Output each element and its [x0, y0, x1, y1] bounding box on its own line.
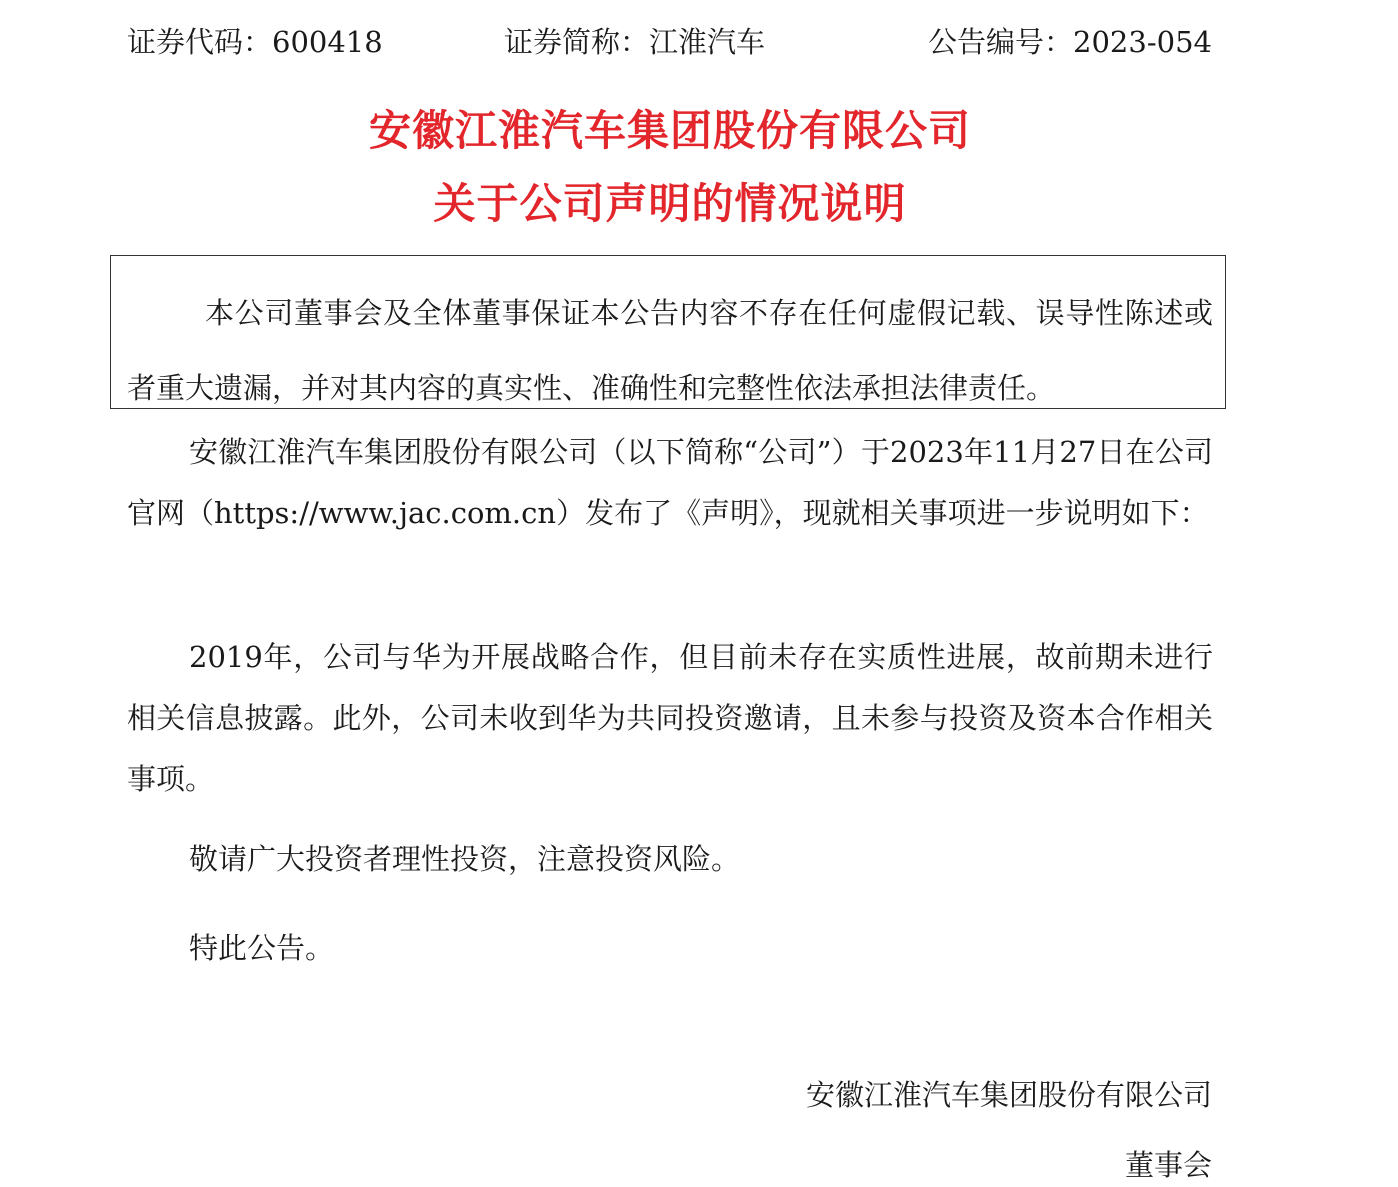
board-guarantee-box	[110, 255, 1226, 409]
stock-abbreviation: 证券简称：江淮汽车	[504, 25, 766, 59]
notice-number: 公告编号：2023-054	[928, 25, 1212, 59]
paragraph-risk-warning: 敬请广大投资者理性投资，注意投资风险。	[189, 842, 741, 876]
title-company: 安徽江淮汽车集团股份有限公司	[368, 106, 971, 155]
paragraph-closing: 特此公告。	[189, 931, 335, 965]
stock-code: 证券代码：600418	[127, 25, 383, 59]
title-subject: 关于公司声明的情况说明	[433, 179, 907, 228]
signature-board: 董事会	[1124, 1148, 1212, 1182]
paragraph-statement-release: 安徽江淮汽车集团股份有限公司（以下简称“公司”）于2023年11月27日在公司官网（https://www.jac.com.cn）发布了《声明》，现就相关事项进一步说明如下：	[127, 435, 1213, 530]
signature-company: 安徽江淮汽车集团股份有限公司	[805, 1078, 1212, 1112]
paragraph-huawei-cooperation: 2019年，公司与华为开展战略合作，但目前未存在实质性进展，故前期未进行相关信息披露。此外，公司未收到华为共同投资邀请，且未参与投资及资本合作相关事项。	[127, 640, 1213, 796]
document-header	[127, 22, 1212, 62]
board-guarantee-text: 本公司董事会及全体董事保证本公告内容不存在任何虚假记载、误导性陈述或者重大遗漏，并对其内容的真实性、准确性和完整性依法承担法律责任。	[127, 296, 1213, 405]
